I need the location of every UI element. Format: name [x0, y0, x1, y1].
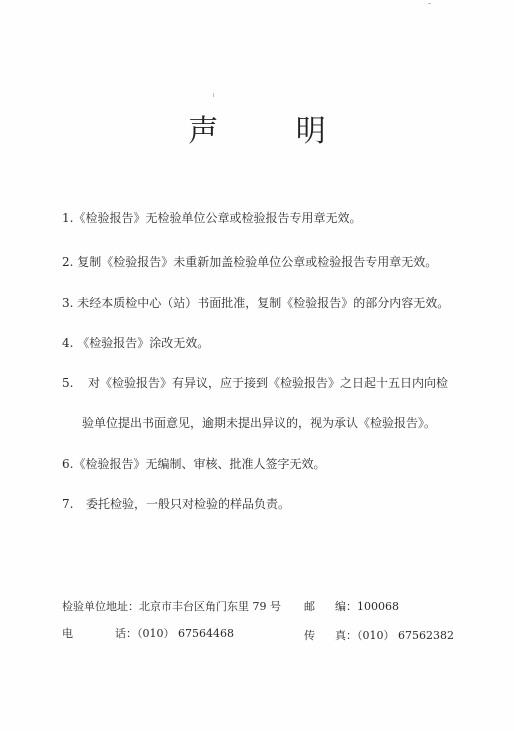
statement-item-3	[62, 294, 449, 311]
address-value: 北京市丰台区角门东里 79 号	[139, 600, 281, 613]
postal-label-a: 邮	[304, 600, 315, 613]
item-number: 7.	[62, 497, 74, 511]
address-label: 检验单位地址：	[62, 600, 139, 613]
item-number: 4.	[62, 336, 74, 350]
tel-value: （010） 67564468	[137, 627, 234, 640]
scan-speck	[213, 93, 214, 97]
item-text: 未经本质检中心（站）书面批准，复制《检验报告》的部分内容无效。	[73, 296, 450, 310]
item-text: 委托检验，一般只对检验的样品负责。	[86, 497, 291, 511]
scan-speck	[428, 3, 431, 4]
tel-label-a: 电	[62, 627, 73, 640]
item-number: 2.	[62, 255, 74, 269]
fax-label-b: 真：	[335, 629, 357, 642]
item-number: 5.	[62, 376, 74, 390]
page-title: 声 明	[188, 114, 360, 149]
item-number: 3.	[62, 296, 74, 310]
statement-item-6	[62, 455, 325, 472]
postal-value: 100068	[357, 600, 399, 613]
postal-label-b: 编：	[335, 600, 357, 613]
statement-item-1	[62, 209, 361, 226]
tel-label-b: 话：	[115, 627, 137, 640]
item-number: 1.	[62, 211, 74, 225]
address-line	[62, 598, 281, 614]
statement-item-5-continued	[82, 414, 436, 431]
item-text: 对《检验报告》有异议，应于接到《检验报告》之日起十五日内向检	[88, 376, 449, 390]
item-text: 《检验报告》无检验单位公章或检验报告专用章无效。	[73, 211, 362, 225]
item-text: 《检验报告》涂改无效。	[73, 336, 210, 350]
item-text: 《检验报告》无编制、审核、批准人签字无效。	[73, 457, 326, 471]
statement-item-2	[62, 253, 437, 270]
statement-item-5	[62, 374, 448, 391]
fax-label-a: 传	[304, 629, 315, 642]
statement-item-4	[62, 334, 209, 351]
fax-value: （010） 67562382	[357, 629, 454, 642]
fax-line	[304, 627, 454, 643]
item-text: 验单位提出书面意见，逾期未提出异议的，视为承认《检验报告》。	[82, 416, 437, 430]
statement-item-7	[62, 495, 290, 512]
item-text: 复制《检验报告》未重新加盖检验单位公章或检验报告专用章无效。	[73, 255, 438, 269]
telephone-line	[62, 625, 234, 641]
item-number: 6.	[62, 457, 74, 471]
postal-code-line	[304, 598, 399, 614]
